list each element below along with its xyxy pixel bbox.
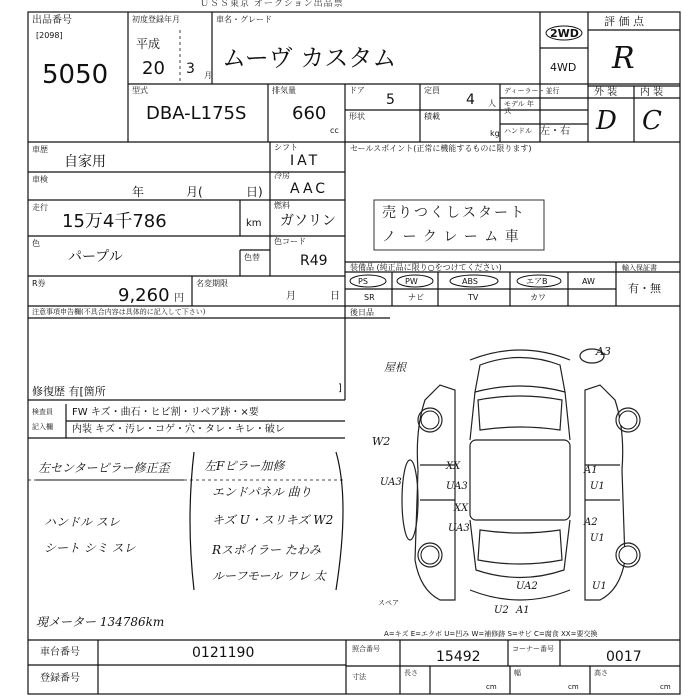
color-label: 色 [32, 239, 40, 248]
equip-aw: AW [582, 277, 595, 286]
damage-legend: A=キズ E=エクボ U=凹み W=補修跡 S=サビ C=腐食 XX=要交換 [384, 630, 598, 638]
type-code-value: DBA-L175S [146, 103, 247, 124]
handle-value: 左・右 [540, 126, 570, 137]
exterior-label: 外 装 [594, 87, 618, 98]
inspection-day-unit: 日) [246, 185, 263, 199]
recycle-unit: 円 [174, 293, 184, 304]
mark-u2: U2 [494, 605, 509, 616]
first-reg-month: 3 [186, 61, 195, 77]
registration-type-label: 輸入保証書 [622, 264, 657, 272]
mileage-value: 15万4千786 [62, 211, 167, 232]
note-8: ルーフモール ワレ 太 [212, 569, 326, 583]
grade-value: R [612, 41, 635, 76]
mark-w2: W2 [372, 435, 391, 448]
mark-a2: A2 [584, 517, 598, 528]
capacity-label: 定員 [424, 86, 440, 95]
color-code-value: R49 [300, 253, 328, 269]
model-name-value: ムーヴ カスタム [222, 44, 397, 72]
capacity-unit: 人 [488, 99, 496, 108]
usage-label: 車歴 [32, 145, 48, 154]
mileage-unit: km [246, 218, 262, 229]
chassis-value: 0121190 [192, 645, 255, 661]
inspection-year-unit: 年 [132, 185, 145, 199]
doors-label: ドア [349, 86, 365, 95]
inspector-row-1: FW キズ・曲石・ヒビ割・リペア跡・×要 [72, 407, 259, 418]
note-3: エンドパネル 曲り [212, 485, 312, 499]
mark-a1-rear: A1 [516, 605, 530, 616]
verify-no-label: 照合番号 [352, 645, 380, 653]
load-unit: kg [490, 129, 500, 138]
warranty-month-unit: 月 [286, 291, 296, 302]
equip-leather: カワ [530, 293, 546, 302]
mark-xx-2: XX [454, 503, 469, 514]
displacement-label: 排気量 [272, 86, 296, 95]
verify-no-value: 15492 [436, 649, 481, 665]
inspection-month-unit: 月( [186, 185, 203, 199]
model-year-label: モデル 年式 [504, 100, 534, 115]
interior-value: C [642, 106, 662, 136]
notes-label: 注意事項申告欄(不具合内容は具体的に記入して下さい) [32, 308, 206, 316]
handle-label: ハンドル [504, 127, 532, 135]
displacement-value: 660 [292, 103, 327, 124]
usage-value: 自家用 [64, 154, 106, 170]
cooling-label: 冷房 [274, 171, 290, 180]
fuel-value: ガソリン [280, 213, 336, 229]
repair-history: 修復歴 有[箇所 [32, 385, 106, 398]
drive-4wd: 4WD [550, 61, 577, 74]
color-code-label: 色コード [274, 237, 306, 246]
diagram-roof-label: 屋根 [384, 361, 406, 374]
shift-value: IAT [290, 153, 321, 169]
inspection-label: 車検 [32, 175, 48, 184]
mark-xx-1: XX [446, 461, 461, 472]
dealer-label: ディーラー・並行 [504, 87, 560, 95]
mileage-label: 走行 [32, 203, 48, 212]
doors-value: 5 [386, 92, 395, 108]
fuel-label: 燃料 [274, 201, 290, 210]
color-value: パープル [68, 249, 123, 265]
note-4: ハンドル スレ [44, 515, 120, 529]
mark-a1: A1 [584, 465, 598, 476]
size-width-unit: cm [568, 683, 579, 691]
color-repaint-label: 色替 [244, 253, 260, 262]
mark-ua3-mid: UA3 [446, 481, 468, 492]
equip-airbag: エアB [526, 277, 548, 286]
corner-no-label: コーナー番号 [512, 645, 554, 653]
note-5: キズ U・スリキズ W2 [212, 513, 334, 527]
sales-stamp-2: ノ ー ク レ ー ム 車 [382, 229, 520, 245]
inspector-label-1: 検査員 [32, 408, 53, 416]
registration-no-label: 登録番号 [40, 673, 80, 684]
cooling-value: AAC [290, 181, 329, 197]
lot-label: 出品番号 [32, 15, 72, 26]
chassis-label: 車台番号 [40, 647, 80, 658]
drive-2wd: 2WD [550, 27, 579, 40]
model-name-label: 車名・グレード [216, 15, 272, 24]
displacement-unit: cc [330, 126, 339, 135]
mark-u1-2: U1 [590, 533, 605, 544]
equip-abs: ABS [462, 277, 478, 286]
inspector-label-2: 記入欄 [32, 423, 53, 431]
note-1: 左センターピラー修正歪 [38, 461, 170, 475]
mark-ua3-left: UA3 [380, 477, 402, 488]
mark-u1-3: U1 [592, 581, 607, 592]
size-height-label: 高さ [594, 669, 608, 677]
first-reg-year: 20 [142, 58, 165, 79]
equip-pw: PW [405, 277, 418, 286]
sales-stamp-1: 売りつくしスタート [382, 205, 526, 221]
equipment-label: 装備品 (純正品に限り○をつけてください) [350, 263, 502, 272]
equip-navi: ナビ [408, 293, 424, 302]
after-label: 後日品 [350, 308, 374, 317]
recycle-value: 9,260 [118, 285, 170, 306]
inspector-row-2: 内装 キズ・汚レ・コゲ・穴・タレ・キレ・破レ [72, 424, 285, 435]
equip-ps: PS [358, 277, 368, 286]
size-label: 寸法 [352, 673, 366, 681]
load-label: 積載 [424, 112, 440, 121]
note-9: 現メーター 134786km [36, 615, 165, 629]
header-strip: ＵＳＳ東京 オークション出品票 [200, 0, 344, 9]
mark-a3: A3 [596, 345, 611, 358]
lot-number: 5050 [42, 60, 109, 90]
lot-sub: [2098] [36, 31, 63, 40]
mark-ua3-low: UA3 [448, 523, 470, 534]
first-reg-month-unit: 月 [204, 71, 212, 80]
equip-tv: TV [468, 293, 479, 302]
interior-label: 内 装 [640, 87, 664, 98]
diagram-spare-label: スペア [378, 599, 399, 607]
mark-ua2: UA2 [516, 581, 538, 592]
equip-sr: SR [364, 293, 375, 302]
mark-u1-1: U1 [590, 481, 605, 492]
warranty-label: 名変期限 [196, 279, 228, 288]
size-length-label: 長さ [404, 669, 418, 677]
exterior-value: D [596, 106, 617, 136]
body-shape-label: 形状 [349, 112, 365, 121]
note-2: 左Fピラー加修 [204, 459, 285, 473]
warranty-day-unit: 日 [330, 291, 340, 302]
registration-type-value: 有・無 [628, 282, 661, 295]
size-length-unit: cm [486, 683, 497, 691]
note-6: シート シミ スレ [44, 541, 136, 555]
car-diagram [402, 349, 640, 600]
first-reg-label: 初度登録年月 [132, 15, 180, 24]
note-7: Rスポイラー たわみ [212, 543, 321, 557]
grade-label: 評 価 点 [604, 15, 644, 28]
size-height-unit: cm [660, 683, 671, 691]
capacity-value: 4 [466, 92, 475, 108]
first-reg-era: 平成 [136, 37, 161, 51]
type-code-label: 型式 [132, 86, 148, 95]
recycle-label: R券 [32, 279, 46, 288]
corner-no-value: 0017 [606, 649, 642, 665]
shift-label: シフト [274, 143, 298, 152]
sales-point-label: セールスポイント(正常に機能するものに限ります) [350, 144, 532, 153]
repair-bracket: ] [338, 383, 342, 394]
size-width-label: 幅 [514, 669, 521, 677]
